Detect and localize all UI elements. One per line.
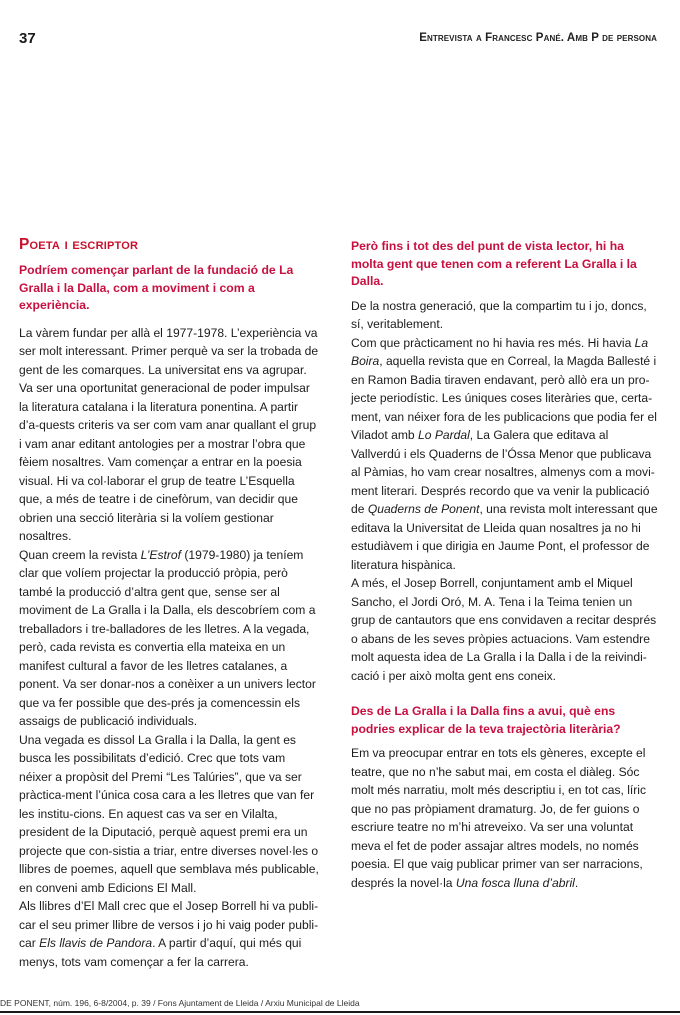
text-run: , una revista molt interessant que editava la Universitat de Lleida quan nosaltres ja no hi estudiàvem i que dirigia en Jaume Pont, el professor de literatura hispànica.	[351, 502, 658, 572]
text-run: Em va preocupar entrar en tots els gèneres, excepte el teatre, que no n’he sabut mai, em costa el diàleg. Sóc molt més narratiu, molt més descriptiu i, en tot cas, líric que no pas pròpiament dramaturg. Jo, de fer guions o escriure teatre no m’hi atreveixo. Va ser una voluntat meva el fet de poder assajar altres models, no només poesia. El que vaig publicar primer van ser narracions, després la novel·la	[351, 746, 647, 890]
section-title: Poeta i escriptor	[19, 236, 139, 253]
answer-paragraph	[19, 546, 321, 731]
text-run: .	[574, 875, 579, 890]
answer-paragraph	[19, 897, 321, 971]
answer-paragraph: La vàrem fundar per allà el 1977-1978. L’experiència va ser molt interessant. Primer perquè va ser la trobada de gent de les comarques. La universitat ens va agrupar. Va ser una oportunitat generacional de poder impulsar la literatura catalana i la literatura ponentina. A partir d’a-quests criteris va ser com vam anar quallant el grup i vam anar editant antologies per a mostrar l’obra que fèiem nosaltres. Vam començar a entrar en la poesia visual. Hi va col·laborar el grup de teatre L’Esquella que, a més de teatre i de cinefòrum, van decidir que obrien una secció literària si la volíem gestionar nosaltres.	[19, 325, 319, 543]
right-column	[351, 238, 659, 892]
source-citation: DE PONENT, núm. 196, 6-8/2004, p. 39 / Fons Ajuntament de Lleida / Arxiu Municipal de Lleida	[0, 998, 360, 1008]
spacer	[351, 685, 659, 703]
running-head: Entrevista a Francesc Pané. Amb P de persona	[419, 32, 657, 44]
answer-paragraph	[351, 744, 659, 892]
book-title: Els llavis de Pandora	[39, 936, 153, 950]
answer-paragraph	[351, 334, 659, 575]
text-run: Als llibres d’El Mall crec que el Josep Borrell hi va publi-car el seu primer llibre de versos i jo hi vaig poder publi-car	[19, 899, 319, 950]
text-run: (1979-1980) ja teníem clar que volíem projectar la producció pròpia, però també la producció d’altra gent que, sense ser al moviment de La Gralla i la Dalla, els descobríem com a treballadors i tre-balladores de les lletres. A la vegada, però, cada revista es convertia ella mateixa en un manifest cultural a favor de les lletres catalanes, a ponent. Va ser donar-nos a conèixer a un univers lector que va fer possible que des-prés ja comencessin els assaigs de publicació individuals.	[19, 547, 316, 728]
footer-divider	[0, 1011, 680, 1013]
interview-question: Però fins i tot des del punt de vista lector, hi ha molta gent que tenen com a referent La Gralla i la Dalla.	[351, 239, 637, 288]
interview-question: Des de La Gralla i la Dalla fins a avui, què ens podries explicar de la teva trajectòria literària?	[351, 704, 621, 736]
publication-title: L’Estrof	[140, 547, 182, 562]
text-run: Com que pràcticament no hi havia res més. Hi havia	[351, 335, 635, 350]
text-run: , La Galera que editava al Vallverdú i els Quaderns de l’Óssa Menor que publicava al Pàmias, ho vam crear nosaltres, almenys com a movi-ment literari. Després recordo que va venir la publicació de	[351, 428, 655, 516]
interview-question: Podríem començar parlant de la fundació de La Gralla i la Dalla, com a moviment i com a experiència.	[19, 263, 294, 312]
publication-title: La Boira	[351, 335, 649, 368]
text-run: Quan creem la revista	[19, 547, 141, 562]
publication-title: Lo Pardal	[418, 428, 470, 442]
page-number: 37	[19, 30, 36, 47]
text-run: , aquella revista que en Correal, la Magda Ballesté i en Ramon Badia tiraven endavant, però allò era un pro-jecte periodístic. Les úniques coses literàries que, certa-ment, van néixer fora de les publicacions que podia fer el Viladot amb	[351, 354, 657, 442]
book-title: Una fosca lluna d’abril	[455, 875, 575, 890]
answer-paragraph: A més, el Josep Borrell, conjuntament amb el Miquel Sancho, el Jordi Oró, M. A. Tena i la Teima tenien un grup de cantautors que ens convidaven a recitar després o abans de les seves pròpies actuacions. Vam estendre molt aquesta idea de La Gralla i la Dalla i de la reivindi-cació i per això molta gent ens coneix.	[351, 576, 657, 683]
answer-paragraph: Una vegada es dissol La Gralla i la Dalla, la gent es busca les possibilitats d’edició. Crec que tots vam néixer a propòsit del Premi “Les Talúries”, que va ser pràctica-ment l’única cosa cara a les lletres que van fer les institu-cions. En aquest cas va ser en Vilalta, president de la Diputació, perquè aquest premi era un projecte que con-sistia a triar, entre diverses novel·les o llibres de poemes, aquell que semblava més publicable, en conveni amb Edicions El Mall.	[19, 732, 319, 895]
left-column	[19, 234, 321, 971]
publication-title: Quaderns de Ponent	[367, 502, 480, 516]
text-run: . A partir d’aquí, qui més qui menys, tots vam començar a fer la carrera.	[19, 936, 302, 969]
answer-paragraph: De la nostra generació, que la compartim tu i jo, doncs, sí, veritablement.	[351, 298, 647, 331]
